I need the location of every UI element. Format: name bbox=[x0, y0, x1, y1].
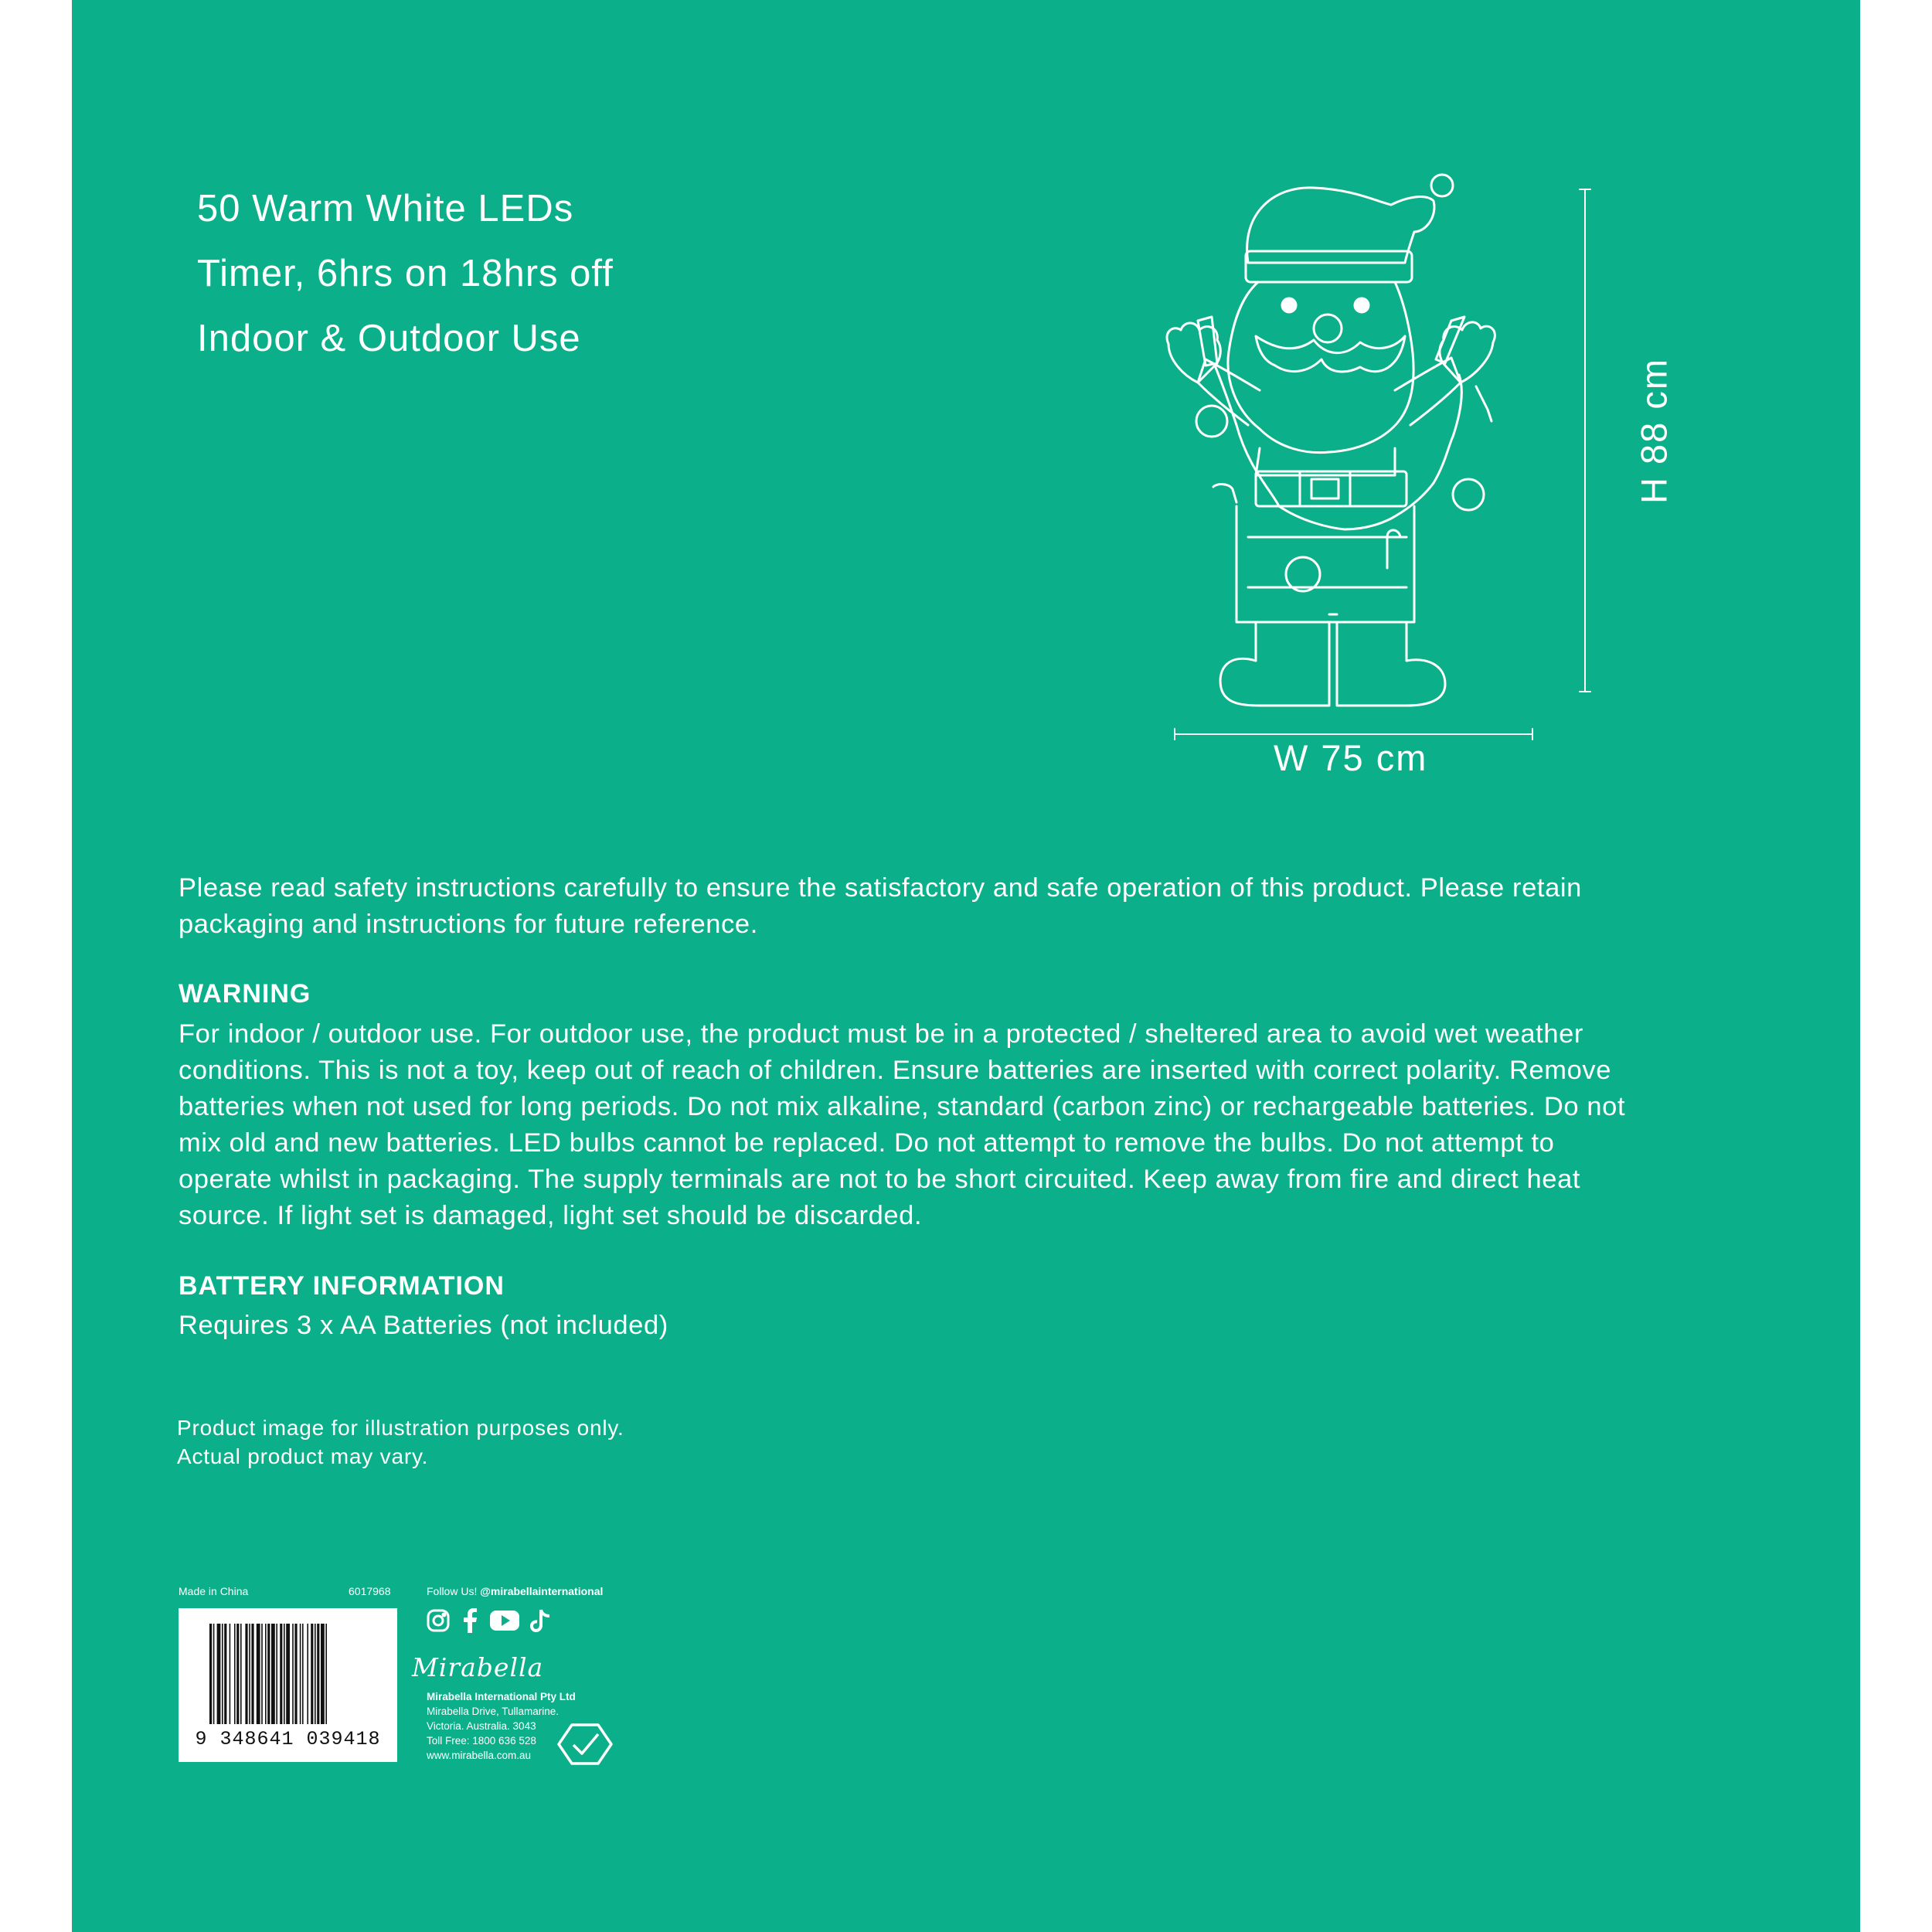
barcode-bar bbox=[302, 1624, 304, 1724]
barcode-bar bbox=[325, 1624, 327, 1724]
width-dimension-label: W 75 cm bbox=[1274, 737, 1428, 778]
product-code: 6017968 bbox=[349, 1585, 391, 1597]
barcode-bar bbox=[284, 1624, 285, 1724]
facebook-icon[interactable] bbox=[461, 1608, 478, 1637]
website: www.mirabella.com.au bbox=[427, 1750, 532, 1761]
height-dimension-label: H 88 cm bbox=[1633, 358, 1675, 504]
barcode-bar bbox=[276, 1624, 277, 1724]
barcode bbox=[179, 1608, 397, 1762]
barcode-bar bbox=[300, 1624, 301, 1724]
barcode-number: 9 348641 039418 bbox=[195, 1728, 381, 1750]
barcode-bar bbox=[224, 1624, 226, 1724]
barcode-bar bbox=[240, 1624, 242, 1724]
mirabella-logo: Mirabella bbox=[412, 1652, 544, 1682]
follow-prefix: Follow Us! bbox=[427, 1585, 478, 1597]
barcode-bar bbox=[294, 1624, 297, 1724]
barcode-bar bbox=[222, 1624, 223, 1724]
barcode-bar bbox=[307, 1624, 308, 1724]
follow-handle: @mirabellainternational bbox=[480, 1585, 604, 1597]
barcode-bar bbox=[271, 1624, 275, 1724]
company-name: Mirabella International Pty Ltd bbox=[427, 1691, 576, 1702]
barcode-bar bbox=[249, 1624, 250, 1724]
feature-list bbox=[197, 176, 614, 371]
toll-free: Toll Free: 1800 636 528 bbox=[427, 1735, 536, 1747]
battery-heading: BATTERY INFORMATION bbox=[179, 1271, 505, 1301]
barcode-bar bbox=[251, 1624, 253, 1724]
social-icons bbox=[426, 1608, 565, 1636]
barcode-bar bbox=[213, 1624, 215, 1724]
barcode-bar bbox=[286, 1624, 290, 1724]
barcode-bar bbox=[321, 1624, 325, 1724]
barcode-bar bbox=[236, 1624, 239, 1724]
rcm-compliance-mark-icon bbox=[556, 1722, 614, 1767]
barcode-bar bbox=[311, 1624, 313, 1724]
feature-timer: Timer, 6hrs on 18hrs off bbox=[197, 253, 614, 294]
barcode-bar bbox=[280, 1624, 282, 1724]
barcode-bar bbox=[261, 1624, 263, 1724]
santa-outline-illustration bbox=[1082, 158, 1623, 800]
safety-intro: Please read safety instructions carefully to ensure the satisfactory and safe operation of this product. Please retain packaging and instructions for future reference. bbox=[179, 873, 1582, 939]
barcode-bar bbox=[317, 1624, 319, 1724]
feature-leds: 50 Warm White LEDs bbox=[197, 188, 574, 230]
disclaimer bbox=[177, 1413, 624, 1471]
barcode-bar bbox=[209, 1624, 212, 1724]
barcode-bar bbox=[265, 1624, 267, 1724]
barcode-bar bbox=[234, 1624, 236, 1724]
barcode-bar bbox=[230, 1624, 231, 1724]
barcode-bar bbox=[315, 1624, 316, 1724]
address-line-2: Victoria. Australia. 3043 bbox=[427, 1720, 536, 1732]
barcode-bar bbox=[292, 1624, 294, 1724]
barcode-bar bbox=[257, 1624, 260, 1724]
battery-text: Requires 3 x AA Batteries (not included) bbox=[179, 1311, 668, 1340]
warning-heading: WARNING bbox=[179, 979, 311, 1009]
made-in-label: Made in China bbox=[179, 1585, 249, 1597]
barcode-bar bbox=[217, 1624, 221, 1724]
disclaimer-line-2: Actual product may vary. bbox=[177, 1444, 429, 1468]
address-line-1: Mirabella Drive, Tullamarine. bbox=[427, 1706, 560, 1717]
follow-us bbox=[427, 1585, 603, 1597]
barcode-bar bbox=[267, 1624, 270, 1724]
instagram-icon[interactable] bbox=[426, 1608, 451, 1637]
feature-use: Indoor & Outdoor Use bbox=[197, 318, 581, 359]
tiktok-icon[interactable] bbox=[530, 1608, 552, 1637]
youtube-icon[interactable] bbox=[490, 1609, 519, 1636]
warning-text: For indoor / outdoor use. For outdoor use, the product must be in a protected / sheltered area to avoid wet weather conditions. This is not a toy, keep out of reach of children. Ensure batteries are inserted with correct polarity. Remove batteries when not used for long periods. Do not mix alkaline, standard (carbon zinc) or rechargeable batteries. Do not mix old and new batteries. LED bulbs cannot be replaced. Do not attempt to remove the bulbs. Do not attempt to operate whilst in packaging. The supply terminals are not to be short circuited. Keep away from fire and direct heat source. If light set is damaged, light set should be discarded. bbox=[179, 1019, 1626, 1230]
company-info bbox=[427, 1689, 576, 1763]
barcode-bar bbox=[245, 1624, 247, 1724]
disclaimer-line-1: Product image for illustration purposes only. bbox=[177, 1416, 624, 1440]
